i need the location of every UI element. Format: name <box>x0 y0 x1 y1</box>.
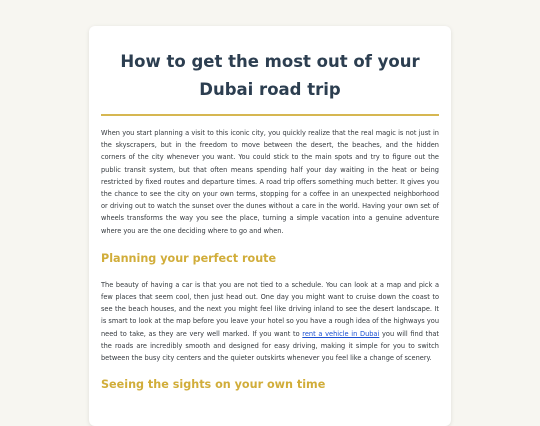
rent-vehicle-link[interactable]: rent a vehicle in Dubai <box>302 329 380 338</box>
paragraph-text: you will find that the roads are incredibly smooth and designed for easy driving, making it simple for you to switch between the busy city centers and the quieter outskirts whenever you feel like a change of scenery. <box>101 329 439 363</box>
paragraph-text: The beauty of having a car is that you are not tied to a schedule. You can look at a map and pick a few places that seem cool, then just head out. One day you might want to cruise down the coast to see the beach houses, and the next you might feel like driving inland to see the desert landscape. It is smart to look at the map before you leave your hotel so you have a rough idea of the highways you need to take, as they are very well marked. If you want to <box>101 280 439 338</box>
section-heading-sights: Seeing the sights on your own time <box>101 378 326 392</box>
section-paragraph-planning <box>101 279 439 364</box>
article-title: How to get the most out of your Dubai road trip <box>101 48 439 116</box>
article-card <box>89 26 451 426</box>
intro-paragraph: When you start planning a visit to this iconic city, you quickly realize that the real magic is not just in the skyscrapers, but in the freedom to move between the desert, the beaches, and the hidden corners of the city whenever you want. You could stick to the main spots and try to figure out the public transit system, but that often means spending half your day waiting in the heat or being restricted by fixed routes and departure times. A road trip offers something much better. It gives you the chance to see the city on your own terms, stopping for a coffee in an unexpected neighborhood or driving out to watch the sunset over the dunes without a care in the world. Having your own set of wheels transforms the way you see the place, turning a simple vacation into a genuine adventure where you are the one deciding where to go and when. <box>101 129 439 235</box>
section-heading-planning: Planning your perfect route <box>101 251 277 265</box>
